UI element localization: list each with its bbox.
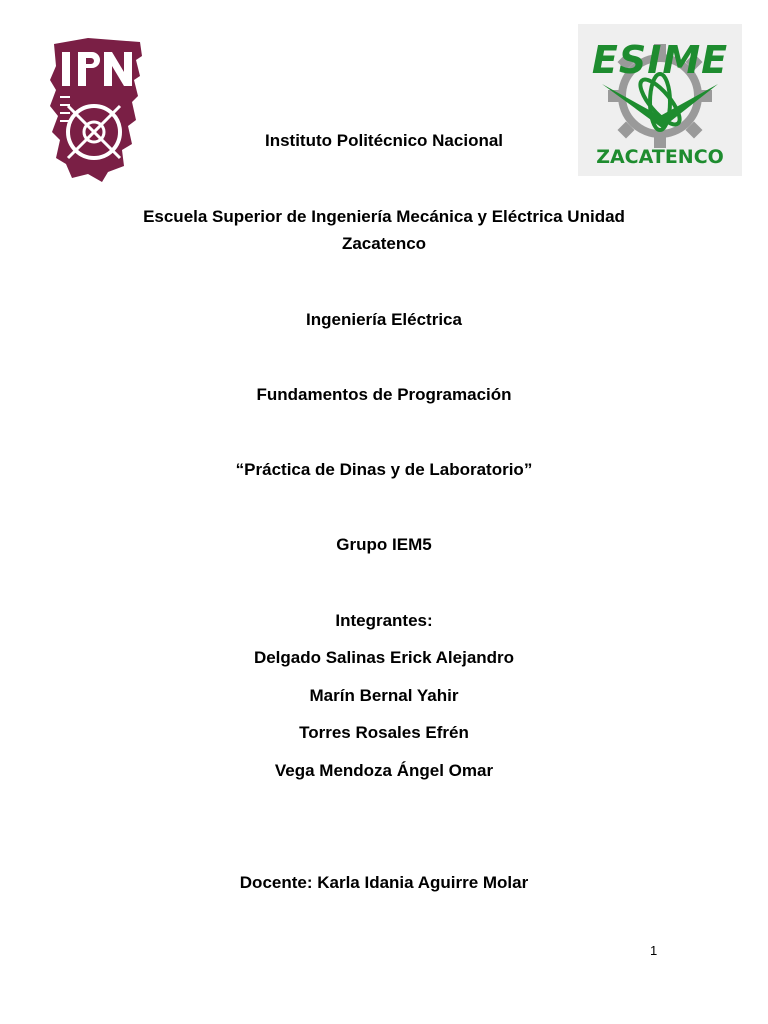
member-name: Marín Bernal Yahir [309, 686, 459, 705]
esime-logo-title: ESIME [591, 38, 729, 82]
ipn-logo [48, 36, 146, 184]
teacher-name: Docente: Karla Idania Aguirre Molar [239, 873, 529, 892]
esime-logo [578, 24, 742, 176]
members-heading: Integrantes: [335, 611, 433, 630]
member-name: Delgado Salinas Erick Alejandro [253, 648, 515, 667]
subject-name: Fundamentos de Programación [256, 385, 512, 404]
school-name-line-1: Escuela Superior de Ingeniería Mecánica y Eléctrica Unidad [143, 207, 625, 226]
institution-name: Instituto Politécnico Nacional [264, 131, 504, 150]
school-name-line-2: Zacatenco [341, 234, 427, 253]
practice-title: “Práctica de Dinas y de Laboratorio” [235, 460, 533, 479]
group-name: Grupo IEM5 [336, 535, 432, 554]
member-name: Torres Rosales Efrén [299, 723, 469, 742]
esime-logo-subtitle: ZACATENCO [596, 146, 724, 168]
career-name: Ingeniería Eléctrica [306, 310, 462, 329]
member-name: Vega Mendoza Ángel Omar [274, 761, 494, 780]
page-number: 1 [650, 943, 658, 958]
